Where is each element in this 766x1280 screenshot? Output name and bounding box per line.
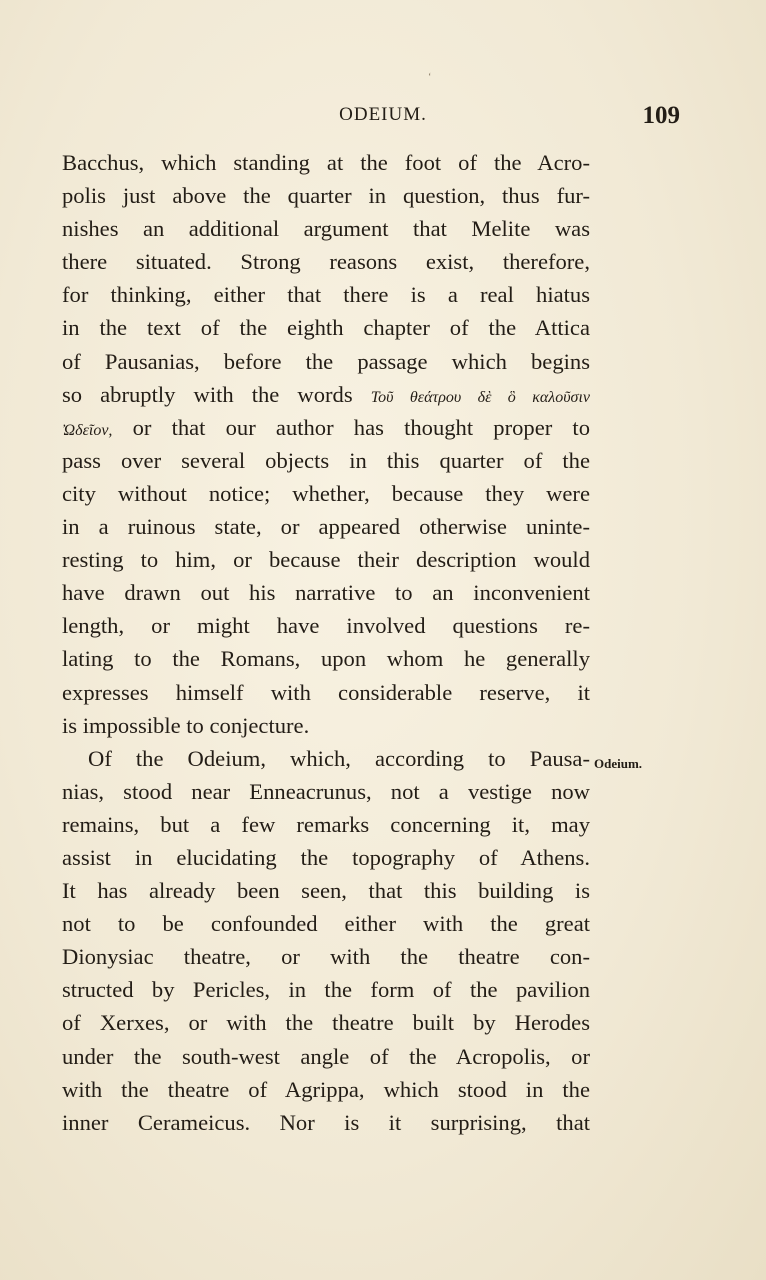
text-line: resting to him, or because their description would xyxy=(62,547,590,573)
text-line: It has already been seen, that this building is xyxy=(62,878,590,904)
text-line: polis just above the quarter in question, thus fur- xyxy=(62,183,590,209)
paragraph-end-line: is impossible to conjecture. xyxy=(62,712,310,738)
page-number: 109 xyxy=(642,102,680,129)
text-segment: so abruptly with the words xyxy=(62,381,353,407)
greek-quotation-end: Ὠδεῖον, xyxy=(62,421,113,439)
text-line: expresses himself with considerable reserve, it xyxy=(62,679,590,705)
text-line: of Pausanias, before the passage which begins xyxy=(62,348,590,374)
margin-note: Odeium. xyxy=(594,756,643,771)
text-line: not to be confounded either with the great xyxy=(62,911,590,937)
text-line: nias, stood near Enneacrunus, not a vestige now xyxy=(62,778,590,804)
text-line: structed by Pericles, in the form of the pavilion xyxy=(62,977,590,1003)
paragraph-start-line: Of the Odeium, which, according to Pausa- xyxy=(88,745,590,771)
text-line: there situated. Strong reasons exist, therefore, xyxy=(62,249,590,275)
body-text xyxy=(62,146,590,1139)
paper-speck: ʻ xyxy=(428,72,432,83)
text-line xyxy=(62,411,590,444)
text-line: with the theatre of Agrippa, which stood in the xyxy=(62,1076,590,1102)
text-segment: or that our author has thought proper to xyxy=(132,414,590,440)
text-line: remains, but a few remarks concerning it, may xyxy=(62,811,590,837)
text-line: length, or might have involved questions re- xyxy=(62,613,590,639)
text-line: inner Cerameicus. Nor is it surprising, that xyxy=(62,1109,590,1135)
text-line: assist in elucidating the topography of Athens. xyxy=(62,844,590,870)
text-line: under the south-west angle of the Acropolis, or xyxy=(62,1043,590,1069)
text-line: for thinking, either that there is a real hiatus xyxy=(62,282,590,308)
running-title: ODEIUM. xyxy=(339,104,427,125)
text-line: Dionysiac theatre, or with the theatre con- xyxy=(62,944,590,970)
text-line: in a ruinous state, or appeared otherwise uninte- xyxy=(62,514,590,540)
text-line: pass over several objects in this quarter of the xyxy=(62,447,590,473)
text-line: lating to the Romans, upon whom he generally xyxy=(62,646,590,672)
text-line: in the text of the eighth chapter of the Attica xyxy=(62,315,590,341)
greek-quotation: Τοῦ θεάτρου δὲ ὃ καλοῦσιν xyxy=(370,388,590,406)
text-line: have drawn out his narrative to an inconvenient xyxy=(62,580,590,606)
text-line: Bacchus, which standing at the foot of the Acro- xyxy=(62,150,590,175)
text-line: nishes an additional argument that Melite was xyxy=(62,216,590,242)
text-line: of Xerxes, or with the theatre built by Herodes xyxy=(62,1010,590,1036)
text-line xyxy=(62,378,590,411)
text-line: city without notice; whether, because they were xyxy=(62,480,590,506)
